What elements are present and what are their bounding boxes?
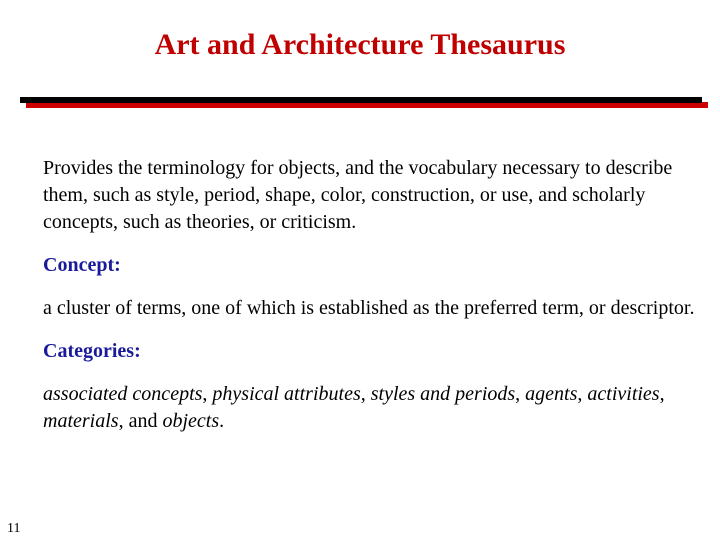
category-separator: ,	[659, 383, 665, 405]
categories-heading: Categories:	[43, 340, 141, 362]
slide-body	[43, 155, 717, 435]
slide-title: Art and Architecture Thesaurus	[154, 28, 566, 61]
category-separator: ,	[515, 383, 526, 405]
category-terminator: .	[219, 410, 225, 432]
category-physical-attributes: physical attributes	[212, 383, 361, 405]
category-associated-concepts: associated concepts	[43, 383, 203, 405]
category-materials: materials	[43, 410, 119, 432]
intro-paragraph: Provides the terminology for objects, and the vocabulary necessary to describe them, such as style, period, shape, color, construction, or use, and scholarly concepts, such as theories, or criticism.	[43, 157, 673, 233]
categories-list	[43, 381, 717, 435]
concept-heading: Concept:	[43, 254, 121, 276]
category-agents: agents	[525, 383, 578, 405]
category-activities: activities	[587, 383, 660, 405]
slide-number: 11	[7, 521, 21, 536]
category-styles-and-periods: styles and periods	[370, 383, 516, 405]
category-separator: ,	[202, 383, 213, 405]
category-separator: , and	[118, 410, 163, 432]
category-objects: objects	[162, 410, 220, 432]
category-separator: ,	[577, 383, 588, 405]
category-separator: ,	[360, 383, 371, 405]
title-rule	[20, 97, 702, 103]
concept-definition: a cluster of terms, one of which is established as the preferred term, or descriptor.	[43, 297, 695, 319]
